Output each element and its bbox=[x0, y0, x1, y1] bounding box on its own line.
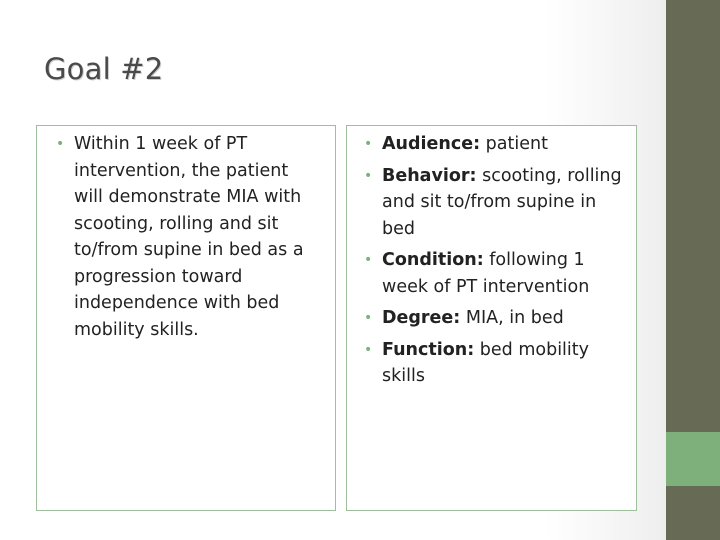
bullet-icon: • bbox=[364, 252, 373, 268]
list-item-degree bbox=[361, 305, 626, 332]
text-condition: following 1 week of PT intervention bbox=[382, 250, 590, 297]
side-accent-block bbox=[666, 432, 720, 486]
right-bullet-list bbox=[361, 131, 626, 390]
bullet-icon: • bbox=[364, 341, 373, 358]
list-item-audience bbox=[361, 131, 626, 158]
left-bullet-list bbox=[53, 131, 321, 343]
list-item-function bbox=[361, 337, 626, 390]
text-function: bed mobility skills bbox=[382, 339, 589, 386]
term-degree: Degree: bbox=[382, 308, 461, 328]
bullet-icon: • bbox=[364, 310, 373, 326]
goal-statement: Within 1 week of PT intervention, the patient will demonstrate MIA with scooting, rolling and sit to/from supine in bed as a progression toward independence with bed mobility skills. bbox=[74, 134, 304, 340]
text-behavior: scooting, rolling and sit to/from supine in bed bbox=[382, 165, 622, 239]
text-degree: MIA, in bed bbox=[460, 308, 564, 328]
term-behavior: Behavior: bbox=[382, 165, 477, 186]
list-item-behavior bbox=[361, 163, 626, 243]
term-condition: Condition: bbox=[382, 250, 484, 270]
term-function: Function: bbox=[382, 339, 475, 360]
list-item bbox=[53, 131, 321, 343]
bullet-icon: • bbox=[56, 136, 65, 152]
term-audience: Audience: bbox=[382, 134, 481, 154]
bullet-icon: • bbox=[364, 136, 373, 152]
bullet-icon: • bbox=[364, 167, 373, 184]
text-audience: patient bbox=[480, 134, 548, 154]
slide-title: Goal #2 bbox=[44, 52, 164, 86]
left-content-box bbox=[36, 125, 336, 511]
right-content-box bbox=[346, 125, 637, 511]
list-item-condition bbox=[361, 247, 626, 300]
